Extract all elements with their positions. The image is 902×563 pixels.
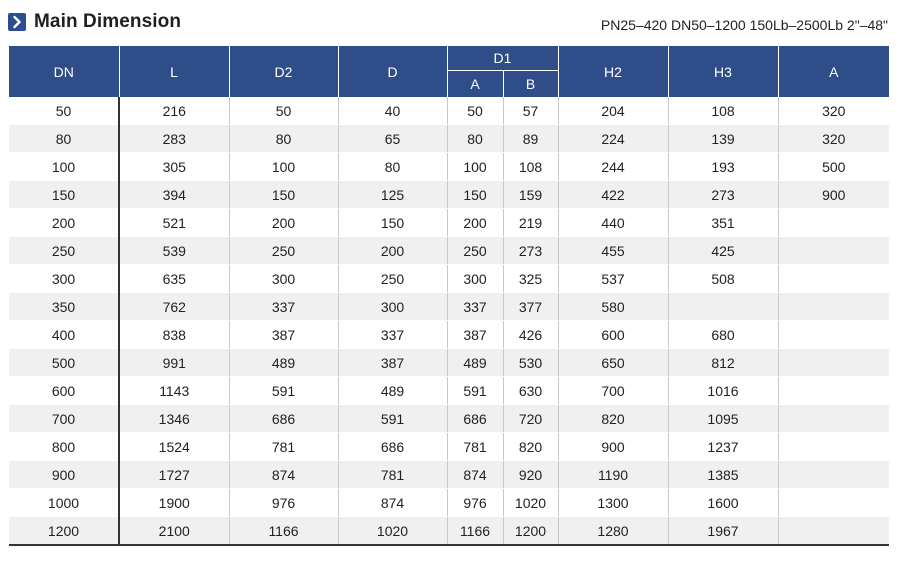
cell-l: 762 (119, 293, 229, 321)
cell-dn: 100 (9, 153, 119, 181)
cell-d1-a: 337 (447, 293, 503, 321)
cell-d1-a: 100 (447, 153, 503, 181)
cell-d1-b: 530 (503, 349, 558, 377)
cell-d1-b: 1200 (503, 517, 558, 546)
cell-d2: 591 (229, 377, 338, 405)
cell-d1-b: 426 (503, 321, 558, 349)
cell-d1-a: 591 (447, 377, 503, 405)
cell-dn: 300 (9, 265, 119, 293)
column-header-d2: D2 (229, 46, 338, 97)
cell-a (778, 237, 889, 265)
cell-h3: 1385 (668, 461, 778, 489)
cell-d2: 337 (229, 293, 338, 321)
cell-l: 1346 (119, 405, 229, 433)
cell-l: 1900 (119, 489, 229, 517)
cell-a (778, 209, 889, 237)
cell-l: 2100 (119, 517, 229, 546)
cell-d2: 50 (229, 97, 338, 125)
cell-d1-b: 108 (503, 153, 558, 181)
table-row (9, 293, 889, 321)
cell-a: 320 (778, 97, 889, 125)
cell-d2: 100 (229, 153, 338, 181)
cell-l: 283 (119, 125, 229, 153)
cell-a (778, 433, 889, 461)
cell-h3: 508 (668, 265, 778, 293)
cell-d2: 489 (229, 349, 338, 377)
table-row (9, 489, 889, 517)
cell-d: 337 (338, 321, 447, 349)
table-row (9, 461, 889, 489)
cell-h3: 193 (668, 153, 778, 181)
cell-h2: 224 (558, 125, 668, 153)
cell-d1-a: 874 (447, 461, 503, 489)
cell-d1-a: 976 (447, 489, 503, 517)
cell-a (778, 293, 889, 321)
cell-d: 686 (338, 433, 447, 461)
cell-d: 387 (338, 349, 447, 377)
cell-l: 521 (119, 209, 229, 237)
cell-d2: 250 (229, 237, 338, 265)
cell-d1-b: 159 (503, 181, 558, 209)
cell-l: 635 (119, 265, 229, 293)
cell-a (778, 461, 889, 489)
table-row (9, 349, 889, 377)
table-row (9, 97, 889, 125)
table-row (9, 125, 889, 153)
cell-a (778, 517, 889, 546)
cell-dn: 500 (9, 349, 119, 377)
cell-h2: 537 (558, 265, 668, 293)
cell-h2: 1190 (558, 461, 668, 489)
cell-h2: 1300 (558, 489, 668, 517)
cell-h2: 1280 (558, 517, 668, 546)
cell-d: 874 (338, 489, 447, 517)
cell-d2: 300 (229, 265, 338, 293)
cell-dn: 700 (9, 405, 119, 433)
table-row (9, 517, 889, 546)
cell-h2: 422 (558, 181, 668, 209)
cell-h2: 204 (558, 97, 668, 125)
cell-l: 1143 (119, 377, 229, 405)
column-header-d: D (338, 46, 447, 97)
cell-h2: 820 (558, 405, 668, 433)
cell-d: 1020 (338, 517, 447, 546)
cell-l: 216 (119, 97, 229, 125)
cell-dn: 250 (9, 237, 119, 265)
cell-d: 150 (338, 209, 447, 237)
cell-d: 80 (338, 153, 447, 181)
cell-a (778, 265, 889, 293)
cell-d1-b: 219 (503, 209, 558, 237)
page-title: Main Dimension (34, 11, 182, 32)
cell-d1-b: 920 (503, 461, 558, 489)
cell-d1-a: 489 (447, 349, 503, 377)
cell-h3: 680 (668, 321, 778, 349)
cell-d2: 80 (229, 125, 338, 153)
table-row (9, 265, 889, 293)
cell-l: 991 (119, 349, 229, 377)
cell-l: 838 (119, 321, 229, 349)
table-row (9, 209, 889, 237)
column-group-d1: D1 (447, 46, 558, 71)
cell-dn: 1000 (9, 489, 119, 517)
cell-dn: 900 (9, 461, 119, 489)
cell-d1-a: 686 (447, 405, 503, 433)
cell-h2: 580 (558, 293, 668, 321)
spec-range: PN25–420 DN50–1200 150Lb–2500Lb 2"–48" (600, 17, 888, 33)
cell-h2: 440 (558, 209, 668, 237)
cell-h3: 108 (668, 97, 778, 125)
cell-d1-a: 50 (447, 97, 503, 125)
cell-a (778, 321, 889, 349)
table-row (9, 405, 889, 433)
cell-d1-a: 781 (447, 433, 503, 461)
cell-h3: 425 (668, 237, 778, 265)
column-header-d1-a: A (447, 71, 503, 98)
cell-d2: 976 (229, 489, 338, 517)
cell-a (778, 349, 889, 377)
cell-dn: 400 (9, 321, 119, 349)
cell-l: 539 (119, 237, 229, 265)
cell-h2: 700 (558, 377, 668, 405)
cell-h2: 650 (558, 349, 668, 377)
cell-a (778, 405, 889, 433)
cell-h3: 273 (668, 181, 778, 209)
table-row (9, 237, 889, 265)
table-header (9, 46, 889, 97)
table-row (9, 321, 889, 349)
table-body (9, 97, 889, 545)
cell-dn: 80 (9, 125, 119, 153)
cell-h3: 351 (668, 209, 778, 237)
cell-dn: 600 (9, 377, 119, 405)
cell-a: 320 (778, 125, 889, 153)
cell-dn: 50 (9, 97, 119, 125)
cell-d1-a: 200 (447, 209, 503, 237)
cell-d2: 387 (229, 321, 338, 349)
cell-d1-a: 300 (447, 265, 503, 293)
cell-d: 125 (338, 181, 447, 209)
cell-d1-b: 1020 (503, 489, 558, 517)
cell-h3: 1237 (668, 433, 778, 461)
table-row (9, 181, 889, 209)
cell-d1-a: 1166 (447, 517, 503, 546)
cell-a (778, 489, 889, 517)
cell-d1-a: 387 (447, 321, 503, 349)
cell-d1-b: 377 (503, 293, 558, 321)
cell-d: 781 (338, 461, 447, 489)
table-row (9, 153, 889, 181)
column-header-l: L (119, 46, 229, 97)
cell-d: 300 (338, 293, 447, 321)
cell-dn: 150 (9, 181, 119, 209)
cell-d1-a: 80 (447, 125, 503, 153)
cell-h2: 244 (558, 153, 668, 181)
cell-h2: 455 (558, 237, 668, 265)
cell-dn: 350 (9, 293, 119, 321)
cell-a: 900 (778, 181, 889, 209)
cell-h3 (668, 293, 778, 321)
cell-d1-b: 273 (503, 237, 558, 265)
cell-d1-b: 325 (503, 265, 558, 293)
cell-d2: 1166 (229, 517, 338, 546)
cell-d1-b: 89 (503, 125, 558, 153)
cell-h3: 1095 (668, 405, 778, 433)
cell-h2: 600 (558, 321, 668, 349)
cell-dn: 200 (9, 209, 119, 237)
dimension-table (9, 46, 889, 546)
cell-d1-b: 720 (503, 405, 558, 433)
column-header-h2: H2 (558, 46, 668, 97)
cell-l: 394 (119, 181, 229, 209)
cell-d: 591 (338, 405, 447, 433)
cell-d2: 781 (229, 433, 338, 461)
column-header-h3: H3 (668, 46, 778, 97)
cell-d1-b: 57 (503, 97, 558, 125)
cell-d2: 686 (229, 405, 338, 433)
cell-d: 65 (338, 125, 447, 153)
column-header-a: A (778, 46, 889, 97)
cell-d1-a: 150 (447, 181, 503, 209)
cell-l: 305 (119, 153, 229, 181)
cell-d1-b: 820 (503, 433, 558, 461)
cell-d: 200 (338, 237, 447, 265)
cell-dn: 1200 (9, 517, 119, 546)
cell-l: 1727 (119, 461, 229, 489)
cell-a: 500 (778, 153, 889, 181)
cell-d: 489 (338, 377, 447, 405)
cell-d2: 874 (229, 461, 338, 489)
cell-d: 40 (338, 97, 447, 125)
column-header-dn: DN (9, 46, 119, 97)
cell-l: 1524 (119, 433, 229, 461)
cell-d1-a: 250 (447, 237, 503, 265)
cell-d1-b: 630 (503, 377, 558, 405)
cell-h3: 812 (668, 349, 778, 377)
cell-d: 250 (338, 265, 447, 293)
table-row (9, 377, 889, 405)
section-header (8, 10, 888, 34)
chevron-right-icon (8, 13, 26, 31)
table-row (9, 433, 889, 461)
cell-h3: 1600 (668, 489, 778, 517)
column-header-d1-b: B (503, 71, 558, 98)
cell-h2: 900 (558, 433, 668, 461)
cell-dn: 800 (9, 433, 119, 461)
cell-a (778, 377, 889, 405)
cell-d2: 150 (229, 181, 338, 209)
cell-d2: 200 (229, 209, 338, 237)
cell-h3: 1967 (668, 517, 778, 546)
cell-h3: 139 (668, 125, 778, 153)
cell-h3: 1016 (668, 377, 778, 405)
